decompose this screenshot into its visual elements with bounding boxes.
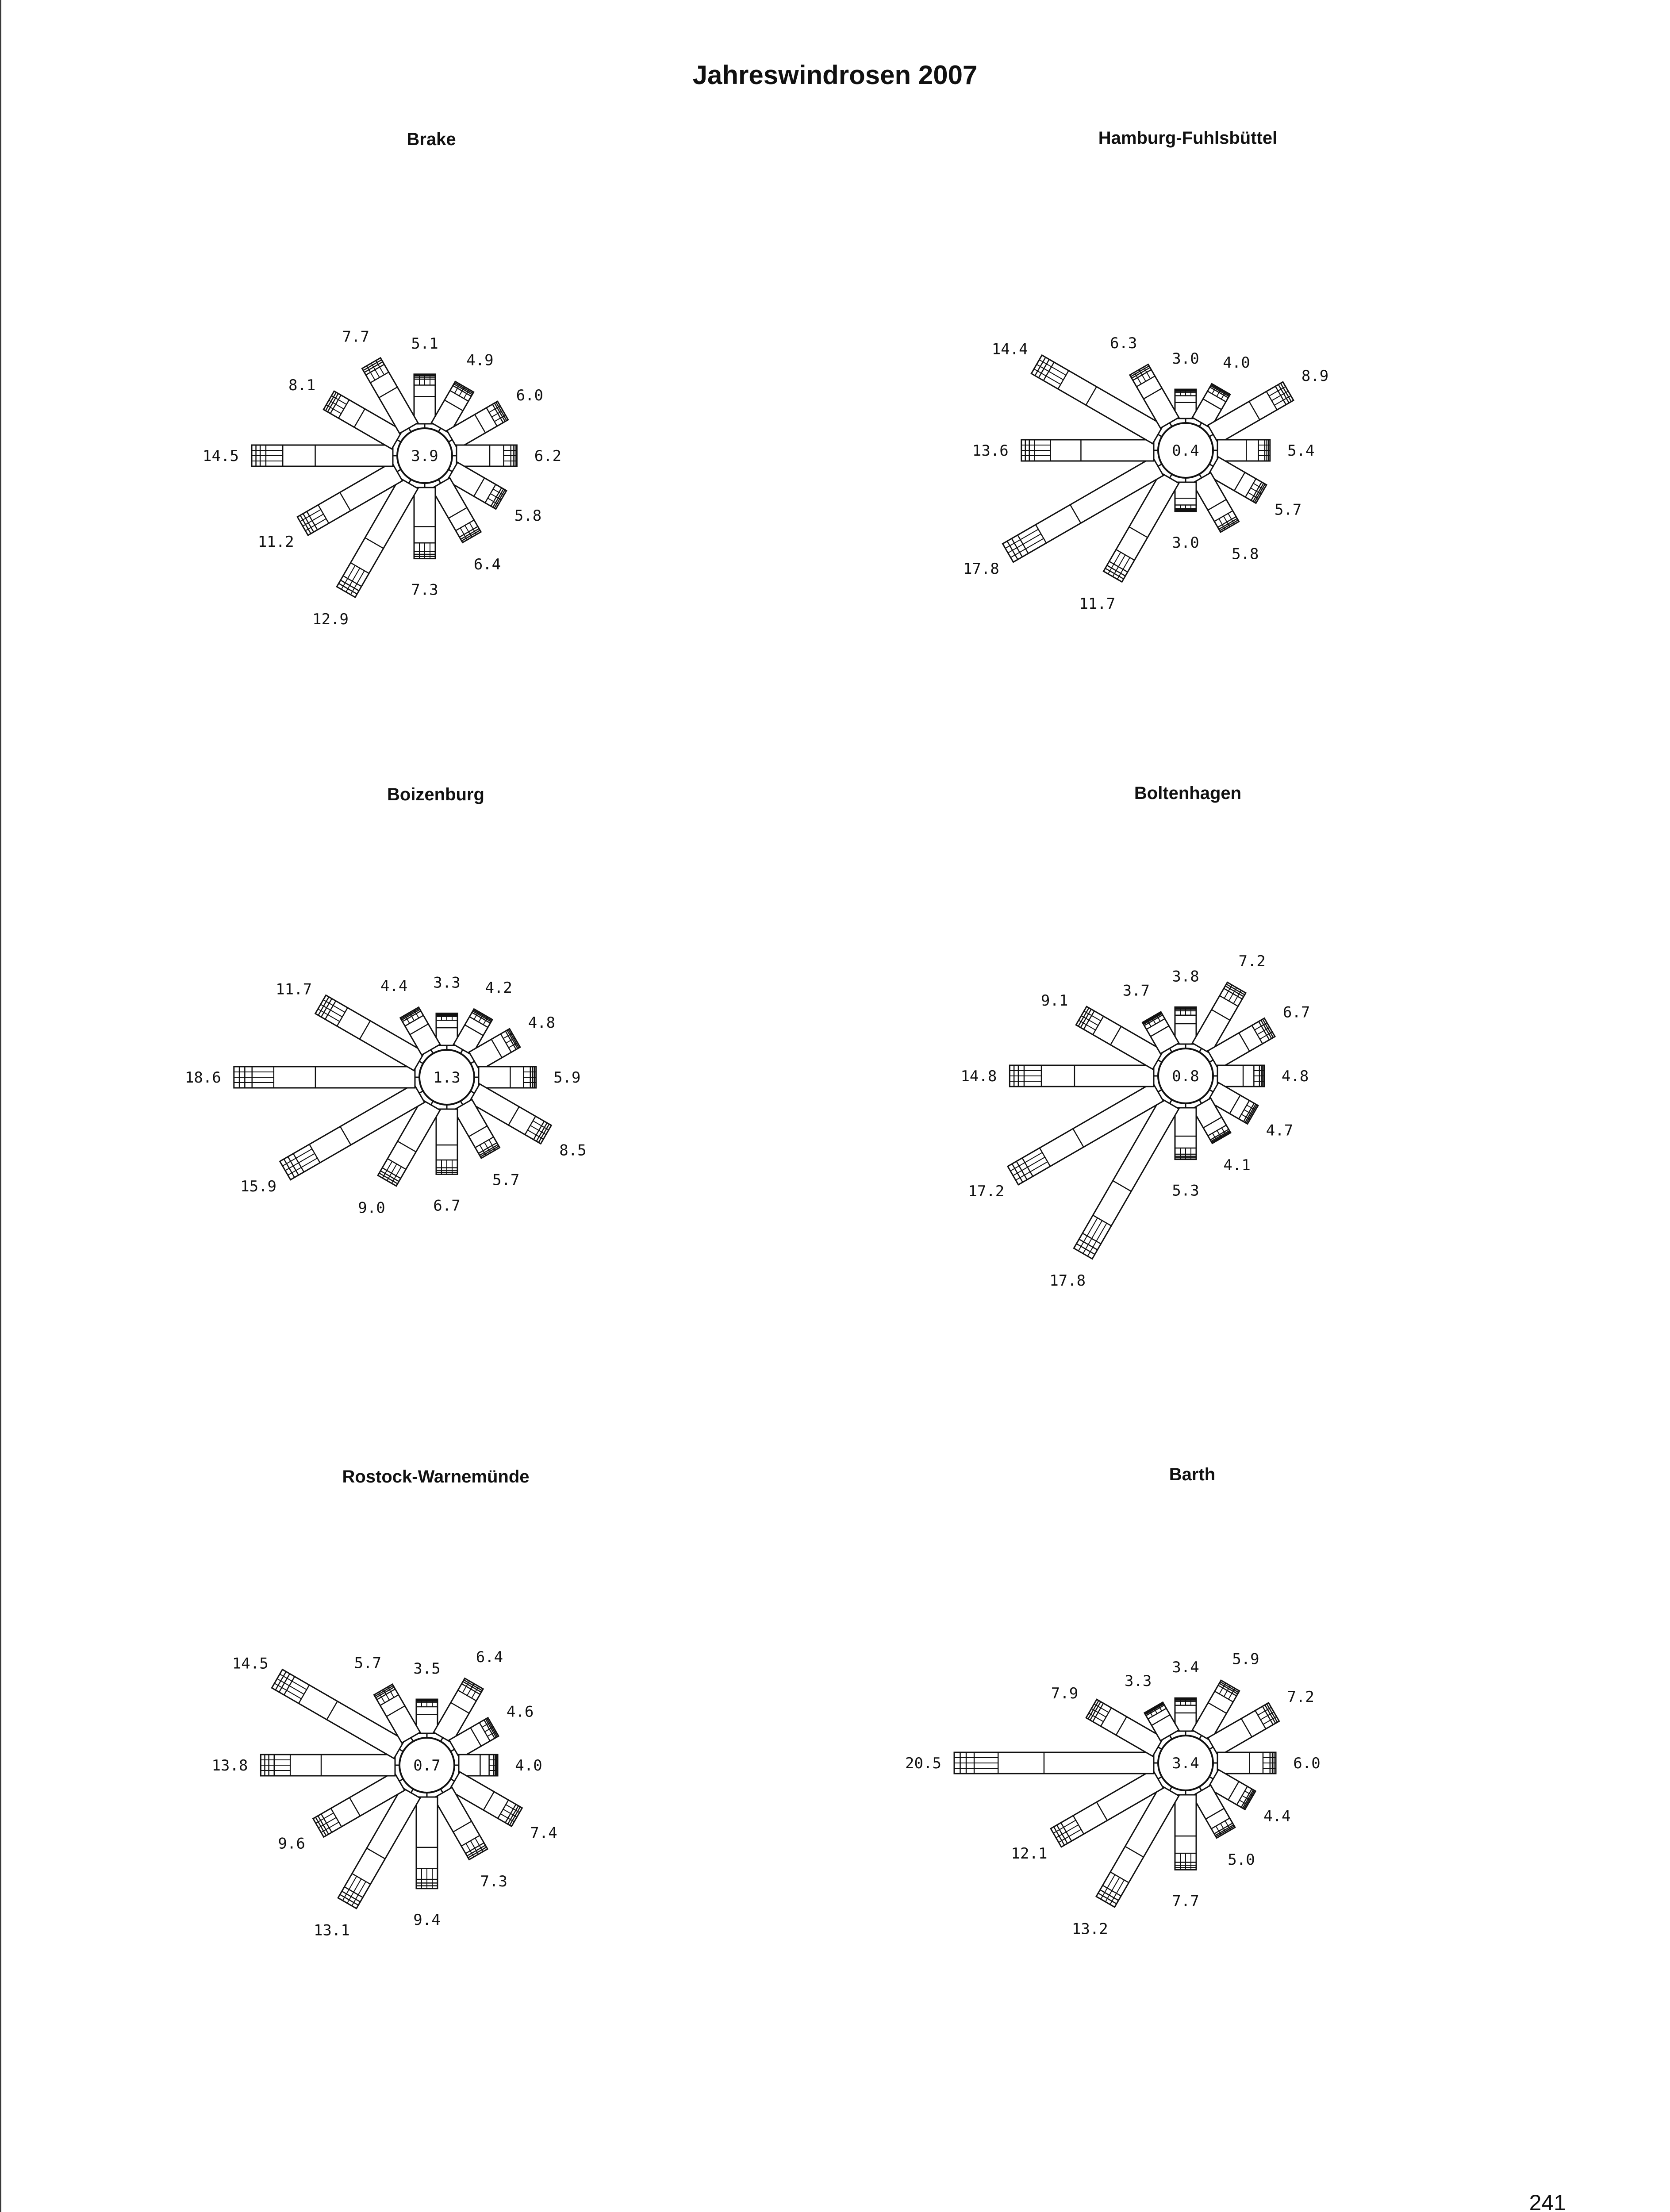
rostock-arm-180deg bbox=[416, 1793, 438, 1889]
barth-value-label-150deg: 5.0 bbox=[1228, 1851, 1255, 1869]
brake-value-label-60deg: 6.0 bbox=[516, 387, 544, 404]
barth-value-label-300deg: 7.9 bbox=[1051, 1685, 1079, 1703]
rostock-value-label-60deg: 4.6 bbox=[506, 1703, 534, 1721]
station-title-rostock: Rostock-Warnemünde bbox=[342, 1467, 530, 1486]
barth-value-label-30deg: 5.9 bbox=[1232, 1650, 1259, 1668]
rostock-value-label-150deg: 7.3 bbox=[480, 1873, 508, 1891]
boltenhagen-value-label-150deg: 4.1 bbox=[1223, 1156, 1251, 1175]
boltenhagen-value-label-330deg: 3.7 bbox=[1122, 982, 1150, 1000]
brake-value-label-300deg: 8.1 bbox=[288, 376, 316, 394]
hamburg-value-label-180deg: 3.0 bbox=[1172, 534, 1199, 552]
boltenhagen-arm-270deg bbox=[1010, 1065, 1158, 1087]
rostock-value-label-30deg: 6.4 bbox=[476, 1648, 503, 1667]
boltenhagen-calm-label: 0.8 bbox=[1172, 1068, 1199, 1085]
page-edge-line bbox=[0, 0, 6, 2212]
brake-value-label-270deg: 14.5 bbox=[203, 447, 239, 465]
barth-arm-90deg bbox=[1213, 1752, 1276, 1774]
boizenburg-value-label-150deg: 5.7 bbox=[492, 1171, 520, 1189]
boltenhagen-value-label-210deg: 17.8 bbox=[1049, 1272, 1086, 1290]
barth-calm-label: 3.4 bbox=[1172, 1755, 1199, 1772]
boltenhagen-value-label-300deg: 9.1 bbox=[1040, 991, 1068, 1010]
station-title-boltenhagen: Boltenhagen bbox=[1134, 783, 1242, 803]
page-title: Jahreswindrosen 2007 bbox=[692, 60, 978, 90]
boltenhagen-value-label-180deg: 5.3 bbox=[1172, 1182, 1199, 1200]
barth-arm-270deg bbox=[954, 1752, 1158, 1774]
hamburg-value-label-330deg: 6.3 bbox=[1109, 334, 1137, 352]
brake-arm-0deg bbox=[414, 374, 435, 428]
brake-value-label-330deg: 7.7 bbox=[342, 328, 370, 346]
rostock-value-label-90deg: 4.0 bbox=[515, 1757, 542, 1774]
hamburg-value-label-90deg: 5.4 bbox=[1287, 442, 1315, 460]
hamburg-value-label-300deg: 14.4 bbox=[991, 340, 1028, 358]
brake-value-label-150deg: 6.4 bbox=[473, 555, 501, 573]
barth-value-label-240deg: 12.1 bbox=[1011, 1845, 1048, 1863]
barth-value-label-330deg: 3.3 bbox=[1124, 1672, 1152, 1690]
boizenburg-value-label-30deg: 4.2 bbox=[485, 979, 512, 997]
boizenburg-arm-90deg bbox=[474, 1067, 536, 1088]
station-title-barth: Barth bbox=[1169, 1465, 1216, 1484]
brake-arm-90deg bbox=[452, 445, 517, 466]
brake-value-label-90deg: 6.2 bbox=[534, 447, 562, 465]
barth-value-label-0deg: 3.4 bbox=[1172, 1659, 1199, 1677]
station-title-brake: Brake bbox=[407, 130, 456, 149]
boizenburg-value-label-240deg: 15.9 bbox=[240, 1177, 277, 1195]
brake-arm-180deg bbox=[414, 483, 435, 559]
boizenburg-value-label-60deg: 4.8 bbox=[528, 1014, 556, 1032]
brake-value-label-120deg: 5.8 bbox=[514, 507, 542, 525]
boizenburg-value-label-90deg: 5.9 bbox=[553, 1069, 581, 1087]
hamburg-value-label-240deg: 17.8 bbox=[963, 560, 999, 578]
boltenhagen-value-label-90deg: 4.8 bbox=[1281, 1068, 1309, 1085]
barth-value-label-210deg: 13.2 bbox=[1071, 1920, 1108, 1938]
station-title-hamburg: Hamburg-Fuhlsbüttel bbox=[1098, 128, 1278, 148]
brake-calm-label: 3.9 bbox=[411, 447, 438, 465]
hamburg-calm-label: 0.4 bbox=[1172, 442, 1199, 460]
rostock-value-label-210deg: 13.1 bbox=[313, 1921, 350, 1939]
boizenburg-value-label-300deg: 11.7 bbox=[276, 980, 312, 998]
rostock-value-label-330deg: 5.7 bbox=[354, 1654, 382, 1672]
hamburg-value-label-210deg: 11.7 bbox=[1079, 595, 1116, 613]
barth-value-label-270deg: 20.5 bbox=[905, 1755, 941, 1772]
boizenburg-value-label-270deg: 18.6 bbox=[184, 1069, 221, 1087]
boizenburg-value-label-180deg: 6.7 bbox=[433, 1197, 461, 1215]
rostock-value-label-120deg: 7.4 bbox=[530, 1824, 557, 1842]
barth-value-label-180deg: 7.7 bbox=[1172, 1892, 1199, 1910]
boltenhagen-value-label-120deg: 4.7 bbox=[1266, 1121, 1294, 1140]
rostock-value-label-270deg: 13.8 bbox=[211, 1757, 248, 1774]
hamburg-value-label-150deg: 5.8 bbox=[1232, 545, 1259, 563]
hamburg-value-label-120deg: 5.7 bbox=[1274, 501, 1302, 519]
boizenburg-value-label-330deg: 4.4 bbox=[380, 977, 408, 995]
brake-value-label-210deg: 12.9 bbox=[312, 610, 349, 628]
rostock-arm-270deg bbox=[261, 1755, 399, 1776]
boltenhagen-value-label-240deg: 17.2 bbox=[968, 1183, 1005, 1201]
brake-value-label-30deg: 4.9 bbox=[466, 351, 494, 369]
page-number: 241 bbox=[1529, 2190, 1566, 2212]
boizenburg-arm-270deg bbox=[234, 1067, 419, 1088]
barth-value-label-120deg: 4.4 bbox=[1263, 1807, 1291, 1825]
hamburg-arm-270deg bbox=[1021, 440, 1158, 461]
boltenhagen-value-label-0deg: 3.8 bbox=[1172, 968, 1199, 986]
rostock-value-label-0deg: 3.5 bbox=[413, 1660, 441, 1678]
brake-value-label-240deg: 11.2 bbox=[257, 533, 294, 551]
station-title-boizenburg: Boizenburg bbox=[387, 785, 484, 804]
boizenburg-calm-label: 1.3 bbox=[433, 1069, 461, 1087]
hamburg-value-label-60deg: 8.9 bbox=[1301, 367, 1329, 385]
barth-value-label-60deg: 7.2 bbox=[1287, 1688, 1314, 1706]
hamburg-arm-90deg bbox=[1213, 440, 1270, 461]
brake-value-label-0deg: 5.1 bbox=[411, 334, 438, 353]
boizenburg-value-label-210deg: 9.0 bbox=[358, 1199, 385, 1217]
boizenburg-arm-180deg bbox=[436, 1105, 457, 1174]
barth-value-label-90deg: 6.0 bbox=[1293, 1755, 1321, 1772]
brake-arm-270deg bbox=[252, 445, 397, 466]
boltenhagen-arm-180deg bbox=[1175, 1103, 1196, 1160]
boizenburg-value-label-120deg: 8.5 bbox=[559, 1141, 587, 1160]
rostock-calm-label: 0.7 bbox=[413, 1757, 441, 1774]
hamburg-value-label-270deg: 13.6 bbox=[972, 442, 1009, 460]
hamburg-value-label-30deg: 4.0 bbox=[1223, 353, 1250, 372]
boltenhagen-value-label-30deg: 7.2 bbox=[1238, 952, 1266, 970]
rostock-value-label-300deg: 14.5 bbox=[232, 1655, 269, 1673]
brake-value-label-180deg: 7.3 bbox=[411, 581, 438, 599]
boltenhagen-value-label-60deg: 6.7 bbox=[1282, 1003, 1310, 1022]
barth-arm-180deg bbox=[1175, 1790, 1196, 1870]
boizenburg-value-label-0deg: 3.3 bbox=[433, 974, 461, 992]
hamburg-value-label-0deg: 3.0 bbox=[1172, 350, 1199, 368]
rostock-value-label-240deg: 9.6 bbox=[278, 1835, 305, 1853]
rostock-value-label-180deg: 9.4 bbox=[413, 1911, 441, 1929]
boltenhagen-value-label-270deg: 14.8 bbox=[960, 1068, 997, 1085]
